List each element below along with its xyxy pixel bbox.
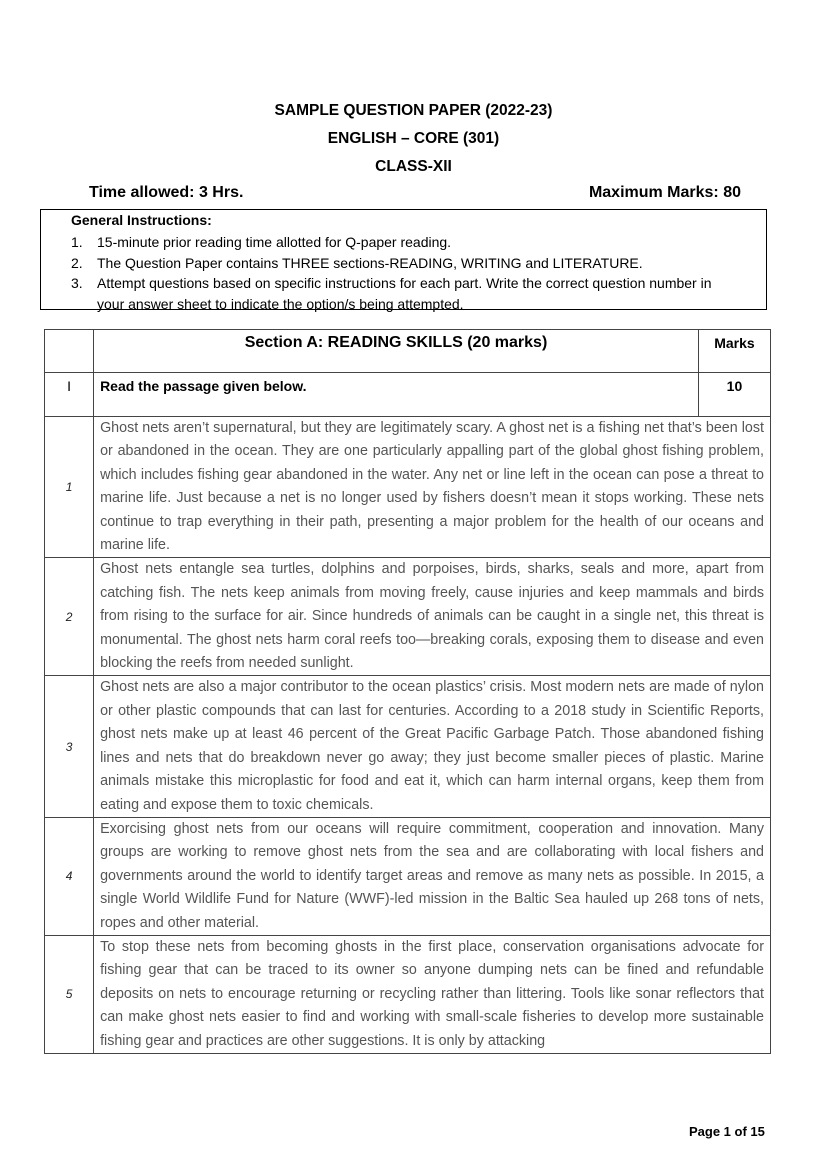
question-text: Read the passage given below. xyxy=(94,373,699,417)
paragraph-text: Ghost nets aren’t supernatural, but they are legitimately scary. A ghost net is a fishing net that’s been lost or abandoned in the ocean. They are one particularly appalling part of the global ghost fishing problem, which includes fishing gear abandoned in the water. Any net or line left in the ocean can pose a threat to marine life. Just because a net is no longer used by fishers doesn’t mean it stops working. These nets continue to trap everything in their path, presenting a major problem for the health of our oceans and marine life. xyxy=(94,417,771,558)
section-title: Section A: READING SKILLS (20 marks) xyxy=(94,330,699,373)
instruction-item xyxy=(71,253,731,274)
paper-title: SAMPLE QUESTION PAPER (2022-23) xyxy=(274,102,553,119)
paragraph-text: Exorcising ghost nets from our oceans will require commitment, cooperation and innovation. Many groups are working to remove ghost nets from the sea and are collaborating with local fishers and governments around the world to identify target areas and remove as many nets as possible. In 2015, a single World Wildlife Fund for Nature (WWF)-led mission in the Baltic Sea hauled up 268 tons of nets, ropes and other material. xyxy=(94,817,771,935)
subject-title: ENGLISH – CORE (301) xyxy=(327,130,500,147)
paragraph-text: To stop these nets from becoming ghosts in the first place, conservation organisations advocate for fishing gear that can be traced to its owner so anyone dumping nets can be fined and refundable deposits on nets to encourage returning or recycling rather than littering. Tools like sonar reflectors that can make ghost nets easier to find and working with small-scale fisheries to develop more sustainable fishing gear and practices are other suggestions. It is only by attacking xyxy=(94,935,771,1053)
instruction-number: 1. xyxy=(71,234,83,250)
passage-row xyxy=(45,817,771,935)
page-number: Page 1 of 15 xyxy=(689,1124,765,1139)
instruction-text: Attempt questions based on specific instructions for each part. Write the correct question number in your answer sheet to indicate the option/s being attempted. xyxy=(97,275,712,312)
passage-row xyxy=(45,558,771,676)
time-allowed: Time allowed: 3 Hrs. xyxy=(89,184,244,201)
paragraph-number: 5 xyxy=(45,935,94,1053)
paragraph-number: 3 xyxy=(45,676,94,817)
class-title: CLASS-XII xyxy=(375,158,452,175)
question-number: I xyxy=(45,373,94,417)
passage-row xyxy=(45,935,771,1053)
empty-cell xyxy=(45,330,94,373)
paragraph-number: 4 xyxy=(45,817,94,935)
marks-header: Marks xyxy=(698,330,770,373)
instruction-text: 15-minute prior reading time allotted for Q-paper reading. xyxy=(97,234,452,250)
instruction-item xyxy=(71,232,731,253)
paragraph-number: 1 xyxy=(45,417,94,558)
instruction-number: 3. xyxy=(71,275,83,291)
paragraph-text: Ghost nets are also a major contributor to the ocean plastics’ crisis. Most modern nets are made of nylon or other plastic compounds that can last for centuries. According to a 2018 study in Scientific Reports, ghost nets make up at least 46 percent of the Great Pacific Garbage Patch. Those abandoned fishing lines and nets that do breakdown never go away; they just become smaller pieces of plastic. Marine animals mistake this microplastic for food and eat it, which can harm internal organs, keep them from eating and expose them to toxic chemicals. xyxy=(94,676,771,817)
section-header-row xyxy=(45,330,771,373)
question-marks: 10 xyxy=(698,373,770,417)
question-row xyxy=(45,373,771,417)
instruction-item xyxy=(71,273,731,314)
instructions-title: General Instructions: xyxy=(71,212,212,228)
passage-row xyxy=(45,676,771,817)
instruction-number: 2. xyxy=(71,254,83,271)
passage-row xyxy=(45,417,771,558)
instruction-text: The Question Paper contains THREE sections-READING, WRITING and LITERATURE. xyxy=(97,254,643,271)
section-a-table xyxy=(44,329,771,1054)
general-instructions-box xyxy=(40,209,767,310)
paragraph-number: 2 xyxy=(45,558,94,676)
paragraph-text: Ghost nets entangle sea turtles, dolphins and porpoises, birds, sharks, seals and more, apart from catching fish. The nets keep animals from moving freely, cause injuries and keep mammals and birds from rising to the surface for air. Since hundreds of animals can be caught in a single net, this threat is monumental. The ghost nets harm coral reefs too—breaking corals, exposing them to disease and even blocking the reefs from needed sunlight. xyxy=(94,558,771,676)
maximum-marks: Maximum Marks: 80 xyxy=(588,184,741,201)
instructions-list xyxy=(71,232,731,314)
